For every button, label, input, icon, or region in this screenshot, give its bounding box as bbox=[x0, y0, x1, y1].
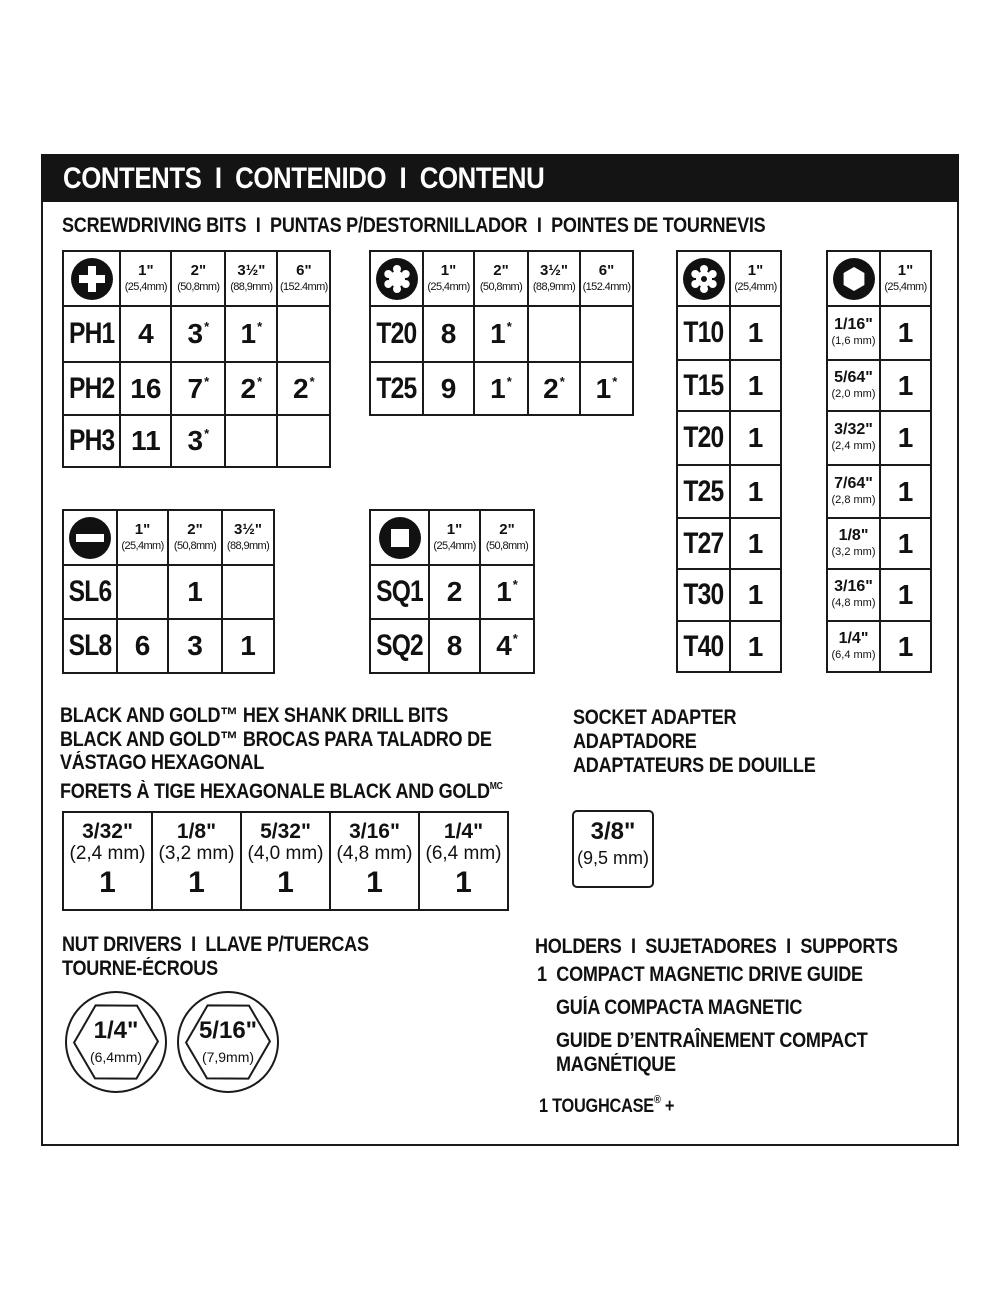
socket-heading-line: ADAPTADORE bbox=[573, 730, 697, 753]
slotted-length-3: 3½" (88,9mm) bbox=[222, 510, 274, 565]
qty-cell: 2 bbox=[429, 565, 480, 619]
qty-cell: 1 bbox=[880, 411, 931, 465]
torx-length-2: 2" (50,8mm) bbox=[474, 251, 528, 306]
qty-cell: 1 bbox=[880, 306, 931, 360]
hex-size: 3/32" (2,4 mm) bbox=[827, 411, 880, 465]
table-row bbox=[63, 415, 330, 467]
qty-cell: 8 bbox=[423, 306, 474, 362]
drill-bit-cell: 1/4" (6,4 mm) 1 bbox=[419, 812, 508, 910]
table-row bbox=[677, 621, 781, 672]
qty-cell: 3* bbox=[171, 415, 225, 467]
hex-size: 7/64" (2,8 mm) bbox=[827, 465, 880, 518]
qty-cell: 3 bbox=[168, 619, 222, 673]
hex-size: 1/4" (6,4 mm) bbox=[827, 621, 880, 672]
page-title bbox=[41, 154, 959, 202]
holder-item-1: 1 COMPACT MAGNETIC DRIVE GUIDE bbox=[537, 963, 863, 986]
nut-size: 1/4" bbox=[93, 1017, 139, 1044]
qty-cell: 1 bbox=[730, 465, 781, 518]
square-length-2: 2" (50,8mm) bbox=[480, 510, 534, 565]
qty-cell: 2* bbox=[277, 362, 330, 415]
qty-cell: 1 bbox=[222, 619, 274, 673]
qty-cell bbox=[580, 306, 633, 362]
nut-mm: (6,4mm) bbox=[89, 1049, 143, 1065]
phillips-length-2: 2" (50,8mm) bbox=[171, 251, 225, 306]
qty-cell: 1 bbox=[880, 465, 931, 518]
drill-bit-cell: 3/32" (2,4 mm) 1 bbox=[63, 812, 152, 910]
hex-length: 1" (25,4mm) bbox=[880, 251, 931, 306]
qty-cell: 1 bbox=[730, 518, 781, 569]
slotted-icon-cell bbox=[63, 510, 117, 565]
qty-cell: 1* bbox=[474, 362, 528, 415]
tamper-torx-label: T20 bbox=[677, 411, 730, 465]
hex-icon bbox=[833, 258, 875, 300]
table-row bbox=[677, 569, 781, 621]
qty-cell bbox=[277, 306, 330, 362]
holder-item-1-es: GUÍA COMPACTA MAGNETIC bbox=[556, 996, 803, 1019]
table-row bbox=[63, 362, 330, 415]
table-row bbox=[63, 812, 508, 910]
qty-cell: 4 bbox=[120, 306, 171, 362]
drill-bit-cell: 1/8" (3,2 mm) 1 bbox=[152, 812, 241, 910]
torx-table bbox=[369, 250, 634, 416]
phillips-length-4: 6" (152.4mm) bbox=[277, 251, 330, 306]
table-row bbox=[827, 621, 931, 672]
hex-size: 1/8" (3,2 mm) bbox=[827, 518, 880, 569]
qty-cell: 1 bbox=[880, 360, 931, 411]
qty-cell: 1 bbox=[730, 360, 781, 411]
qty-cell: 11 bbox=[120, 415, 171, 467]
table-row bbox=[677, 465, 781, 518]
square-icon-cell bbox=[370, 510, 429, 565]
holder-item-1-fr: GUIDE D’ENTRAÎNEMENT COMPACT MAGNÉTIQUE bbox=[556, 1029, 868, 1076]
socket-heading-line: ADAPTATEURS DE DOUILLE bbox=[573, 754, 816, 777]
drill-heading-line: BLACK AND GOLD™ HEX SHANK DRILL BITS bbox=[60, 704, 449, 727]
nut-driver-quarter bbox=[65, 991, 167, 1093]
qty-cell: 7* bbox=[171, 362, 225, 415]
table-row bbox=[370, 619, 534, 673]
tamper-torx-icon-cell bbox=[677, 251, 730, 306]
qty-cell: 9 bbox=[423, 362, 474, 415]
table-row bbox=[63, 565, 274, 619]
table-row bbox=[370, 306, 633, 362]
tamper-torx-label: T27 bbox=[677, 518, 730, 569]
socket-heading bbox=[573, 706, 855, 778]
table-row bbox=[827, 569, 931, 621]
torx-label: T25 bbox=[370, 362, 423, 415]
socket-adapter-box bbox=[572, 810, 654, 888]
table-row bbox=[63, 306, 330, 362]
tamper-torx-label: T30 bbox=[677, 569, 730, 621]
phillips-length-1: 1" (25,4mm) bbox=[120, 251, 171, 306]
holder-item-2: 1 TOUGHCASE® + bbox=[539, 1094, 675, 1117]
slotted-length-2: 2" (50,8mm) bbox=[168, 510, 222, 565]
table-row bbox=[677, 306, 781, 360]
square-icon bbox=[379, 517, 421, 559]
table-row bbox=[827, 465, 931, 518]
torx-length-3: 3½" (88,9mm) bbox=[528, 251, 580, 306]
hex-table bbox=[826, 250, 932, 673]
socket-size: 3/8" bbox=[590, 818, 636, 845]
nut-driver-five-sixteenths bbox=[177, 991, 279, 1093]
table-row bbox=[370, 565, 534, 619]
socket-mm: (9,5 mm) bbox=[577, 848, 649, 868]
tamper-torx-label: T40 bbox=[677, 621, 730, 672]
slotted-length-1: 1" (25,4mm) bbox=[117, 510, 168, 565]
nut-size: 5/16" bbox=[198, 1017, 258, 1044]
square-length-1: 1" (25,4mm) bbox=[429, 510, 480, 565]
phillips-label: PH3 bbox=[63, 415, 120, 467]
slotted-label: SL6 bbox=[63, 565, 117, 619]
qty-cell bbox=[277, 415, 330, 467]
drill-heading bbox=[60, 704, 575, 803]
table-row bbox=[677, 411, 781, 465]
qty-cell bbox=[528, 306, 580, 362]
table-row bbox=[677, 518, 781, 569]
drill-heading-line: BLACK AND GOLD™ BROCAS PARA TALADRO DE bbox=[60, 727, 492, 751]
tamper-torx-label: T10 bbox=[677, 306, 730, 360]
table-row bbox=[677, 360, 781, 411]
socket-heading-line: SOCKET ADAPTER bbox=[573, 706, 737, 729]
table-row bbox=[63, 619, 274, 673]
phillips-icon bbox=[71, 258, 113, 300]
phillips-label: PH1 bbox=[63, 306, 120, 362]
qty-cell: 1* bbox=[580, 362, 633, 415]
qty-cell bbox=[225, 415, 277, 467]
qty-cell: 3* bbox=[171, 306, 225, 362]
tamper-torx-length: 1" (25,4mm) bbox=[730, 251, 781, 306]
tamper-torx-label: T15 bbox=[677, 360, 730, 411]
qty-cell: 1 bbox=[730, 306, 781, 360]
torx-length-4: 6" (152.4mm) bbox=[580, 251, 633, 306]
hex-size: 5/64" (2,0 mm) bbox=[827, 360, 880, 411]
nut-mm: (7,9mm) bbox=[201, 1049, 255, 1065]
qty-cell bbox=[222, 565, 274, 619]
qty-cell bbox=[117, 565, 168, 619]
slotted-label: SL8 bbox=[63, 619, 117, 673]
qty-cell: 1 bbox=[168, 565, 222, 619]
screwdriving-heading bbox=[62, 214, 880, 238]
drill-heading-line: FORETS À TIGE HEXAGONALE BLACK AND $GOLD^{MC}$ bbox=[60, 779, 503, 803]
hex-size: 3/16" (4,8 mm) bbox=[827, 569, 880, 621]
qty-cell: 4* bbox=[480, 619, 534, 673]
drill-heading-line: VÁSTAGO HEXAGONAL bbox=[60, 751, 264, 774]
qty-cell: 2* bbox=[225, 362, 277, 415]
tamper-torx-table bbox=[676, 250, 782, 673]
drill-bits-table bbox=[62, 811, 509, 911]
hex-icon-cell bbox=[827, 251, 880, 306]
qty-cell: 1 bbox=[880, 569, 931, 621]
tamper-torx-icon bbox=[683, 258, 725, 300]
torx-icon-cell bbox=[370, 251, 423, 306]
square-table bbox=[369, 509, 535, 674]
table-row bbox=[827, 411, 931, 465]
qty-cell: 1 bbox=[880, 518, 931, 569]
table-row bbox=[827, 306, 931, 360]
screwdriving-heading-text: SCREWDRIVING BITS I PUNTAS P/DESTORNILLADOR I POINTES DE TOURNEVIS bbox=[62, 214, 766, 237]
table-row bbox=[827, 360, 931, 411]
qty-cell: 2* bbox=[528, 362, 580, 415]
qty-cell: 1 bbox=[730, 569, 781, 621]
drill-bit-cell: 5/32" (4,0 mm) 1 bbox=[241, 812, 330, 910]
drill-bit-cell: 3/16" (4,8 mm) 1 bbox=[330, 812, 419, 910]
title-text: CONTENTS I CONTENIDO I CONTENU bbox=[63, 162, 545, 195]
phillips-label: PH2 bbox=[63, 362, 120, 415]
table-row bbox=[827, 518, 931, 569]
nut-heading-line: NUT DRIVERS I LLAVE P/TUERCAS bbox=[62, 933, 369, 956]
qty-cell: 8 bbox=[429, 619, 480, 673]
phillips-table bbox=[62, 250, 331, 468]
square-label: SQ2 bbox=[370, 619, 429, 673]
qty-cell: 1* bbox=[480, 565, 534, 619]
hex-size: 1/16" (1,6 mm) bbox=[827, 306, 880, 360]
qty-cell: 1* bbox=[225, 306, 277, 362]
torx-label: T20 bbox=[370, 306, 423, 362]
qty-cell: 1 bbox=[730, 411, 781, 465]
torx-icon bbox=[376, 258, 418, 300]
torx-length-1: 1" (25,4mm) bbox=[423, 251, 474, 306]
phillips-length-3: 3½" (88,9mm) bbox=[225, 251, 277, 306]
tamper-torx-label: T25 bbox=[677, 465, 730, 518]
phillips-icon-cell bbox=[63, 251, 120, 306]
table-row bbox=[370, 362, 633, 415]
nut-heading-line: TOURNE-ÉCROUS bbox=[62, 957, 218, 980]
slotted-icon bbox=[69, 517, 111, 559]
qty-cell: 1 bbox=[880, 621, 931, 672]
qty-cell: 1* bbox=[474, 306, 528, 362]
slotted-table bbox=[62, 509, 275, 674]
square-label: SQ1 bbox=[370, 565, 429, 619]
holders-heading: HOLDERS I SUJETADORES I SUPPORTS bbox=[535, 935, 898, 958]
qty-cell: 1 bbox=[730, 621, 781, 672]
qty-cell: 16 bbox=[120, 362, 171, 415]
nut-heading bbox=[62, 933, 419, 981]
qty-cell: 6 bbox=[117, 619, 168, 673]
